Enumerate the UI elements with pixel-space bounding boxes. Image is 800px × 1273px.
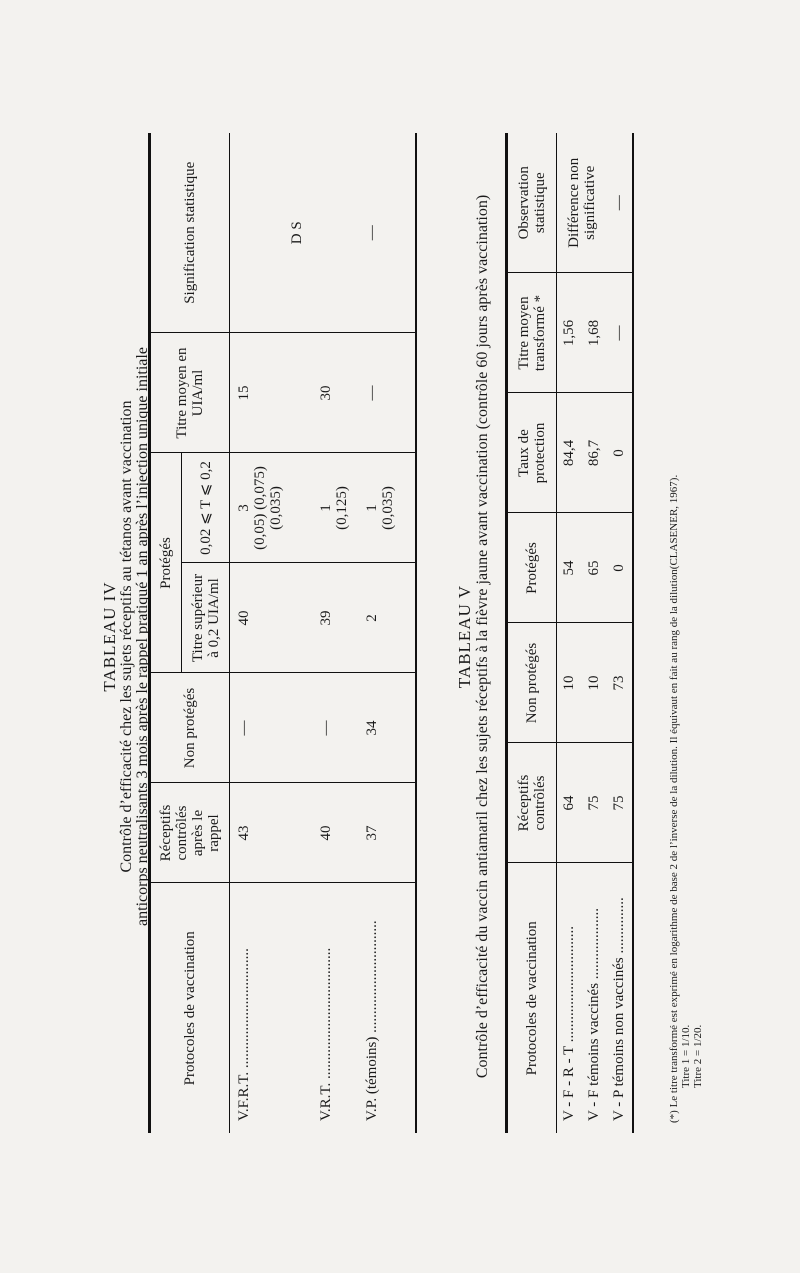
t4-row3-titre-sup: 2 — [364, 563, 416, 673]
tableau4-title: TABLEAU IV — [100, 581, 119, 692]
t5-row1-taux: 84,4 — [557, 393, 583, 513]
t4-row3-intervalle: 1 (0,035) — [364, 453, 416, 563]
t4-row1-titre-moyen: 15 — [230, 333, 318, 453]
tableau4-subtitle-2: anticorps neutralisants 3 mois après le rappel pratiqué 1 an après l’injection unique initiale — [134, 347, 151, 926]
t5-row3-non-proteges: 73 — [607, 623, 633, 743]
t5-row2-titre: 1,68 — [582, 273, 607, 393]
t5-header-non-proteges: Non protégés — [507, 623, 557, 743]
t5-row3-proteges: 0 — [607, 513, 633, 623]
t5-header-proteges: Protégés — [507, 513, 557, 623]
t5-row3-receptifs: 75 — [607, 743, 633, 863]
t4-row2-titre-sup: 39 — [318, 563, 364, 673]
t4-header-intervalle: 0,02 ⩽ T ⩽ 0,2 — [182, 453, 230, 563]
t4-row3-protocole: V.P. (témoins) .............................. — [363, 920, 380, 1121]
t5-row3-titre: — — [607, 273, 633, 393]
t4-signification-ds: D S — [230, 133, 364, 333]
tableau4-subtitle-1: Contrôle d’efficacité chez les sujets réceptifs au tétanos avant vaccination — [118, 400, 135, 873]
t4-header-receptifs: Réceptifs contrôlés après le rappel — [150, 783, 230, 883]
t5-row2-proteges: 65 — [582, 513, 607, 623]
tableau5-title: TABLEAU V — [455, 584, 474, 689]
t4-row1-titre-sup: 40 — [230, 563, 318, 673]
t4-row1-receptifs: 43 — [230, 783, 318, 883]
t5-row1-receptifs: 64 — [557, 743, 583, 863]
t4-row2-receptifs: 40 — [318, 783, 364, 883]
t4-header-titre-sup: Titre supérieur à 0,2 UIA/ml — [182, 563, 230, 673]
t4-row3-titre-moyen: — — [364, 333, 416, 453]
t5-row2-receptifs: 75 — [582, 743, 607, 863]
t5-observation-main: Différence non significative — [557, 133, 608, 273]
t5-header-taux: Taux de protection — [507, 393, 557, 513]
t4-row3-receptifs: 37 — [364, 783, 416, 883]
footnote-line-3: Titre 2 = 1/20. — [692, 1024, 704, 1088]
t4-row1-protocole: V.F.R.T. ................................ — [236, 948, 252, 1121]
t4-row3-non-proteges: 34 — [364, 673, 416, 783]
t4-row2-intervalle: 1 (0,125) — [318, 453, 364, 563]
t4-header-protocoles: Protocoles de vaccination — [150, 883, 230, 1133]
t5-row3-protocole: V - P témoins non vaccinés ............... — [611, 897, 627, 1121]
footnote-line-1: (*) Le titre transformé est exprimé en logarithme de base 2 de l’inverse de la dilution. Il équivaut en fait au rang de la dilution(CLASENER, 1967). — [668, 474, 680, 1123]
t5-row1-proteges: 54 — [557, 513, 583, 623]
t5-header-receptifs: Réceptifs contrôlés — [507, 743, 557, 863]
tableau5-table — [505, 133, 634, 1133]
t5-row1-non-proteges: 10 — [557, 623, 583, 743]
t5-row2-non-proteges: 10 — [582, 623, 607, 743]
t5-row3-taux: 0 — [607, 393, 633, 513]
t4-header-signification: Signification statistique — [150, 133, 230, 333]
t5-row2-protocole: V - F témoins vaccinés ................... — [586, 907, 602, 1121]
tableau5-subtitle: Contrôle d’efficacité du vaccin antiamaril chez les sujets réceptifs à la fièvre jaune avant vaccination (contrôle 60 jours après vaccination) — [474, 194, 491, 1079]
footnote-line-2: Titre 1 = 1/10. — [680, 1024, 692, 1088]
t4-header-non-proteges: Non protégés — [150, 673, 230, 783]
t5-row2-taux: 86,7 — [582, 393, 607, 513]
t4-row2-protocole: V.R.T. ................................... — [317, 947, 334, 1121]
t5-header-titre-moyen: Titre moyen transformé * — [507, 273, 557, 393]
t4-row1-non-proteges: — — [230, 673, 318, 783]
t4-row3-signification: — — [364, 133, 416, 333]
t5-row1-titre: 1,56 — [557, 273, 583, 393]
t5-header-observation: Observation statistique — [507, 133, 557, 273]
tableau4-table — [148, 133, 417, 1133]
t4-row2-titre-moyen: 30 — [318, 333, 364, 453]
t5-header-protocoles: Protocoles de vaccination — [507, 863, 557, 1133]
t4-header-titre-moyen: Titre moyen en UIA/ml — [150, 333, 230, 453]
t4-row2-non-proteges: — — [318, 673, 364, 783]
t5-row1-protocole: V - F - R - T ............................... — [561, 925, 577, 1121]
t4-header-proteges: Protégés — [150, 453, 182, 673]
t5-row3-observation: — — [607, 133, 633, 273]
t4-row1-intervalle: 3 (0,05) (0,075) (0,035) — [230, 453, 318, 563]
